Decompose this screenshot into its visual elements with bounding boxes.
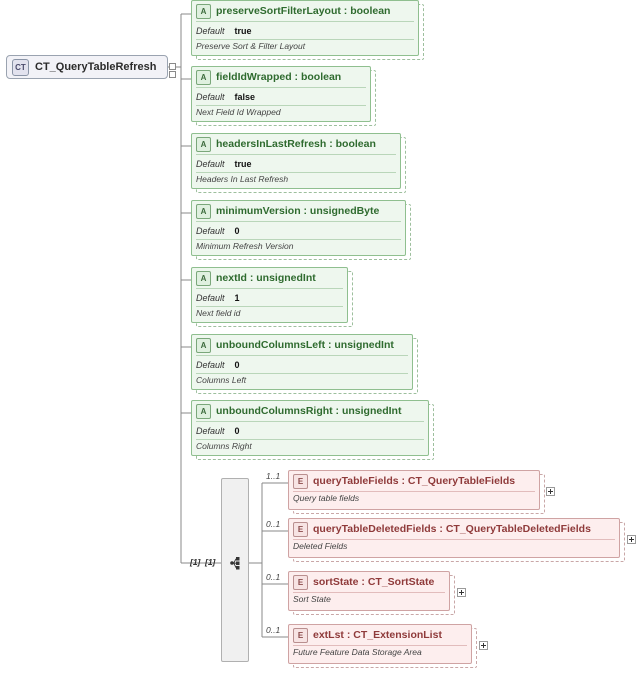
attribute-default-row xyxy=(192,289,347,306)
default-value: true xyxy=(234,25,252,36)
attribute-card-headersInLastRefresh[interactable] xyxy=(191,133,401,189)
page-title: CT_QueryTableRefresh xyxy=(35,61,157,73)
default-value: 0 xyxy=(234,359,240,370)
default-value: false xyxy=(234,91,256,102)
default-label: Default xyxy=(196,292,225,303)
attribute-badge: A xyxy=(196,404,211,419)
element-card-queryTableDeletedFields[interactable] xyxy=(288,518,620,558)
attribute-default-row xyxy=(192,356,412,373)
attribute-header xyxy=(192,67,370,87)
element-badge: E xyxy=(293,628,308,643)
expand-sortState-icon[interactable] xyxy=(457,588,466,597)
attribute-card-nextId[interactable] xyxy=(191,267,348,323)
complextype-badge: CT xyxy=(12,59,29,76)
expand-queryTableFields-icon[interactable] xyxy=(546,487,555,496)
expand-extLst-icon[interactable] xyxy=(479,641,488,650)
default-label: Default xyxy=(196,359,225,370)
element-name: queryTableDeletedFields : CT_QueryTableDeletedFields xyxy=(313,523,591,535)
element-name: sortState : CT_SortState xyxy=(313,576,435,588)
sequence-compositor[interactable] xyxy=(221,478,249,662)
default-label: Default xyxy=(196,158,225,169)
attribute-name: headersInLastRefresh : boolean xyxy=(216,138,376,150)
attribute-name: unboundColumnsLeft : unsignedInt xyxy=(216,339,394,351)
sequence-occurrence-1: [1] xyxy=(190,557,201,567)
element-badge: E xyxy=(293,474,308,489)
attribute-default-row xyxy=(192,422,428,439)
element-header xyxy=(289,572,449,592)
attribute-name: minimumVersion : unsignedByte xyxy=(216,205,380,217)
element-badge: E xyxy=(293,575,308,590)
element-header xyxy=(289,471,539,491)
attribute-name: fieldIdWrapped : boolean xyxy=(216,71,342,83)
element-card-queryTableFields[interactable] xyxy=(288,470,540,510)
attribute-documentation: Columns Right xyxy=(196,441,252,451)
attribute-documentation: Columns Left xyxy=(196,375,247,385)
attribute-name: preserveSortFilterLayout : boolean xyxy=(216,5,391,17)
element-documentation: Future Feature Data Storage Area xyxy=(293,647,422,657)
root-sequence-connector[interactable] xyxy=(169,71,176,78)
root-complextype-box[interactable] xyxy=(6,55,168,79)
default-label: Default xyxy=(196,25,225,36)
attribute-header xyxy=(192,134,400,154)
attribute-card-unboundColumnsLeft[interactable] xyxy=(191,334,413,390)
attribute-badge: A xyxy=(196,338,211,353)
attribute-documentation: Next field id xyxy=(196,308,241,318)
default-value: 0 xyxy=(234,425,240,436)
expand-queryTableDeletedFields-icon[interactable] xyxy=(627,535,636,544)
attribute-name: nextId : unsignedInt xyxy=(216,272,316,284)
attribute-header xyxy=(192,1,418,21)
element-name: extLst : CT_ExtensionList xyxy=(313,629,442,641)
element-name: queryTableFields : CT_QueryTableFields xyxy=(313,475,516,487)
attribute-name: unboundColumnsRight : unsignedInt xyxy=(216,405,402,417)
element-card-sortState[interactable] xyxy=(288,571,450,611)
attribute-badge: A xyxy=(196,137,211,152)
sequence-occurrence-2: [1] xyxy=(205,557,216,567)
attribute-header xyxy=(192,335,412,355)
default-value: 0 xyxy=(234,225,240,236)
attribute-documentation: Next Field Id Wrapped xyxy=(196,107,281,117)
attribute-header xyxy=(192,201,405,221)
element-documentation: Deleted Fields xyxy=(293,541,348,551)
element-occurrence-sortState: 0..1 xyxy=(266,572,281,582)
attribute-default-row xyxy=(192,222,405,239)
root-attributes-connector[interactable] xyxy=(169,63,176,70)
attribute-card-fieldIdWrapped[interactable] xyxy=(191,66,371,122)
attribute-badge: A xyxy=(196,4,211,19)
attribute-documentation: Preserve Sort & Filter Layout xyxy=(196,41,306,51)
attribute-header xyxy=(192,401,428,421)
element-badge: E xyxy=(293,522,308,537)
element-occurrence-queryTableDeletedFields: 0..1 xyxy=(266,519,281,529)
default-label: Default xyxy=(196,425,225,436)
element-occurrence-queryTableFields: 1..1 xyxy=(266,471,281,481)
attribute-card-minimumVersion[interactable] xyxy=(191,200,406,256)
attribute-card-preserveSortFilterLayout[interactable] xyxy=(191,0,419,56)
element-documentation: Query table fields xyxy=(293,493,360,503)
default-label: Default xyxy=(196,225,225,236)
element-card-extLst[interactable] xyxy=(288,624,472,664)
attribute-header xyxy=(192,268,347,288)
element-header xyxy=(289,625,471,645)
attribute-badge: A xyxy=(196,70,211,85)
element-occurrence-extLst: 0..1 xyxy=(266,625,281,635)
default-value: 1 xyxy=(234,292,240,303)
attribute-documentation: Headers In Last Refresh xyxy=(196,174,289,184)
attribute-card-unboundColumnsRight[interactable] xyxy=(191,400,429,456)
attribute-default-row xyxy=(192,155,400,172)
default-value: true xyxy=(234,158,252,169)
attribute-default-row xyxy=(192,88,370,105)
attribute-default-row xyxy=(192,22,418,39)
attribute-badge: A xyxy=(196,204,211,219)
element-documentation: Sort State xyxy=(293,594,331,604)
attribute-badge: A xyxy=(196,271,211,286)
element-header xyxy=(289,519,619,539)
attribute-documentation: Minimum Refresh Version xyxy=(196,241,294,251)
default-label: Default xyxy=(196,91,225,102)
